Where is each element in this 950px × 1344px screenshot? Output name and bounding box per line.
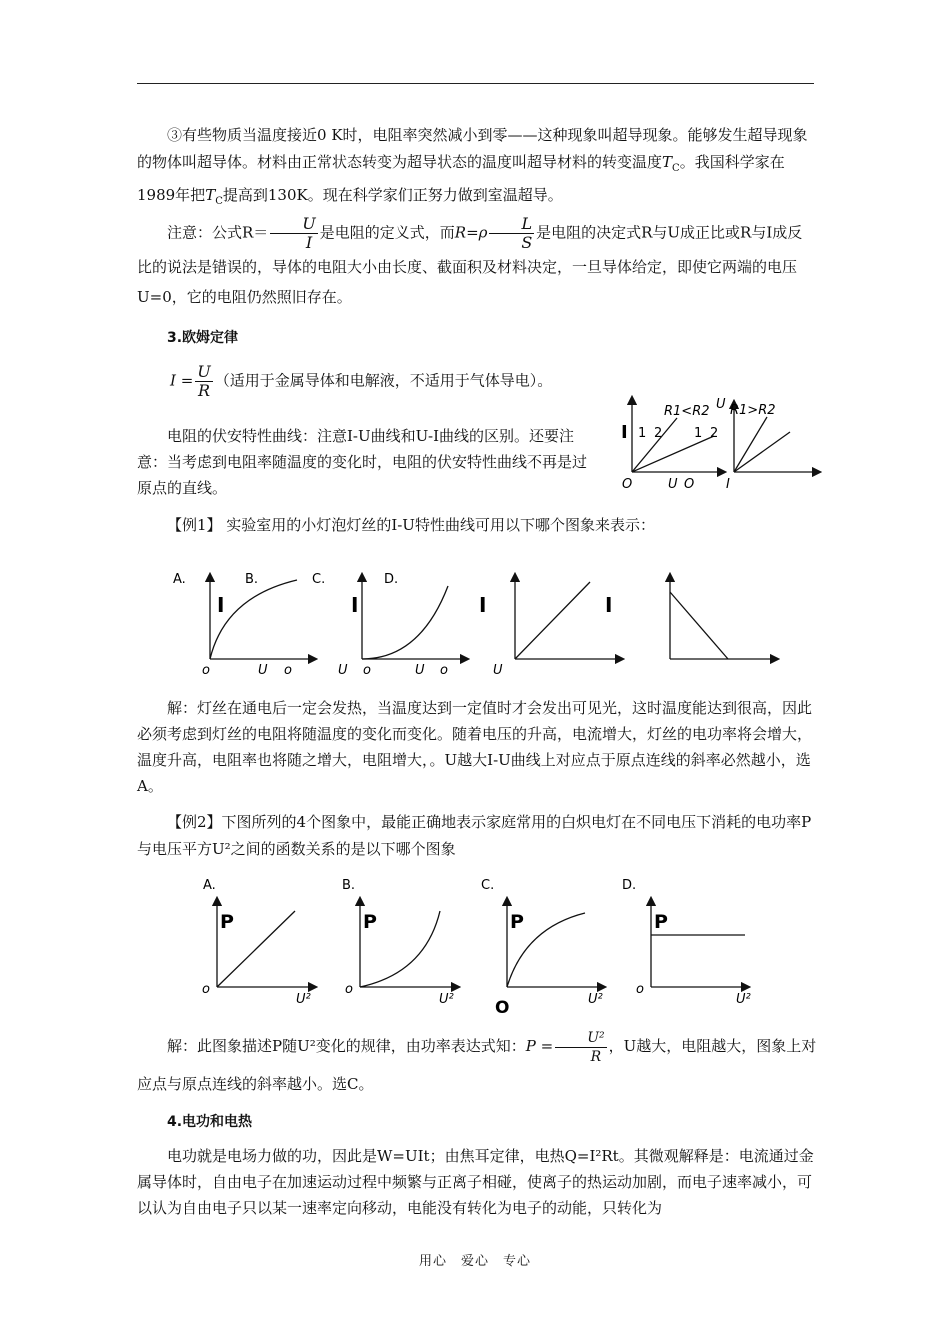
ex1-label-d: D. (384, 572, 399, 587)
ex2-c-p-label: P (510, 911, 524, 933)
ex2-d-origin: o (636, 982, 644, 997)
right-label-2: 2 (710, 426, 719, 441)
ex1-c-origin: o (363, 663, 371, 678)
right-origin: O (684, 477, 695, 492)
ex1-label-c: C. (312, 572, 326, 587)
right-axis-i-label: I (726, 477, 730, 492)
fraction-u-over-r: $\frac{U}{R}$ (197, 362, 211, 400)
ex1-a-curve (210, 580, 297, 659)
page-footer: 用心 爱心 专心 (418, 1254, 531, 1269)
ex2-c-origin: O (495, 998, 510, 1015)
ex1-label-a: A. (173, 572, 186, 587)
ex2-label-b: B. (342, 878, 356, 893)
ex2-a-u-label: U² (296, 992, 311, 1007)
ex2-c-u-label: U² (588, 992, 603, 1007)
ex1-c-u-label: U (415, 663, 425, 678)
solution-1: 解：灯丝在通电后一定会发热，当温度达到一定值时才会发出可见光，这时温度能达到很高，因此必须考虑到灯丝的电阻将随温度的变化而变化。随着电压的升高，电流增大，灯丝的电功率将会增大，温度升高，电阻率也将随之增大，电阻增大，。U越大I-U曲线上对应点于原点连线的斜率必然越小，选A。 (137, 699, 813, 795)
ex1-d-line (670, 592, 728, 659)
ex2-label-a: A. (203, 878, 216, 893)
fraction-u2-over-r: $\frac{\text{U²}}{R}$ (555, 1029, 606, 1066)
fraction-u-over-i: $\frac{U}{I}$ (270, 215, 317, 252)
left-title: R1<R2 (664, 404, 710, 419)
ex2-label-d: D. (622, 878, 637, 893)
iv-curve-paragraph: 电阻的伏安特性曲线：注意I-U曲线和U-I曲线的区别。还要注意：当考虑到电阻率随温度的变化时，电阻的伏安特性曲线不再是过原点的直线。 (137, 427, 588, 497)
ex2-b-origin: o (345, 982, 353, 997)
header-rule (137, 83, 814, 84)
ex2-a-p-label: P (220, 911, 234, 933)
left-axis-i-label: I (621, 422, 628, 443)
section-heading-work-heat: 4.电功和电热 (167, 1114, 253, 1130)
ex1-a-origin: o (202, 663, 210, 678)
right-line-1 (734, 417, 767, 472)
left-origin: O (622, 477, 633, 492)
ex2-a-origin: o (202, 982, 210, 997)
fraction-l-over-s: $\frac{L}{S}$ (489, 215, 534, 252)
example-1-figure (165, 562, 795, 680)
ex1-a-i-label: I (217, 593, 225, 617)
ohm-law-formula: I = $\frac{U}{R}$ （适用于金属导体和电解液，不适用于气体导电）。 (170, 362, 553, 400)
ex1-a-u-label: U (258, 663, 268, 678)
ex1-d-i-label: I (605, 593, 613, 617)
ex2-d-p-label: P (654, 911, 668, 933)
ex1-c-line (515, 582, 590, 659)
ex1-d-u-label: U (493, 663, 503, 678)
superconductor-paragraph: ③有些物质当温度接近0 K时，电阻率突然减小到零——这种现象叫超导现象。能够发生超导现象的物体叫超导体。材料由正常状态转变为超导状态的温度叫超导材料的转变温度$T_C$。我国科学家在1989年把$T_C$提高到130K。现在科学家们正努力做到室温超导。 (137, 126, 808, 207)
right-title: R1>R2 (730, 403, 776, 418)
example-2-figure (190, 873, 780, 1015)
left-label-1: 1 (638, 426, 647, 441)
ex2-b-p-label: P (363, 911, 377, 933)
solution-2: 解：此图象描述P随U²变化的规律，由功率表达式知：P = $\frac{\text{U²}}{R}$ ，U越大，电阻越大，图象上对应点与原点连线的斜率越小。选C。 (137, 1029, 817, 1093)
note-paragraph: 注意：公式R＝ $\frac{U}{I}$ 是电阻的定义式，而R=ρ $\frac{L}{S}$ 是电阻的决定式R与U成正比或R与I成反比的说法是错误的，导体的电阻大小由长度、截面积及材料决定，一旦导体给定，即使它两端的电压U=0，它的电阻仍然照旧存在。 (137, 214, 803, 306)
ex1-b-origin: o (284, 663, 292, 678)
right-line-2 (734, 432, 790, 472)
ex2-label-c: C. (481, 878, 495, 893)
ex1-label-b: B. (245, 572, 259, 587)
ex1-b-i-label: I (351, 593, 359, 617)
example-1-prompt: 【例1】 实验室用的小灯泡灯丝的I-U特性曲线可用以下哪个图象来表示： (167, 516, 655, 534)
electric-work-paragraph: 电功就是电场力做的功，因此是W=UIt；由焦耳定律，电热Q=I²Rt。其微观解释是：电流通过金属导体时，自由电子在加速运动过程中频繁与正离子相碰，使离子的热运动加剧，而电子速率减小，可以认为自由电子只以某一速率定向移动，电能没有转化为电子的动能，只转化为 (137, 1147, 814, 1217)
ex2-d-u-label: U² (736, 992, 751, 1007)
ex1-b-curve (362, 586, 448, 659)
section-heading-ohm: 3.欧姆定律 (167, 330, 239, 346)
resistance-comparison-figure (612, 392, 827, 492)
right-axis-u-label: U (716, 397, 726, 412)
ex1-b-u-label: U (338, 663, 348, 678)
ex1-d-origin: o (440, 663, 448, 678)
right-label-1: 1 (694, 426, 703, 441)
ex1-c-i-label: I (479, 593, 487, 617)
left-axis-u-label: U (668, 477, 678, 492)
ex2-b-u-label: U² (439, 992, 454, 1007)
example-2-prompt: 【例2】下图所列的4个图象中，最能正确地表示家庭常用的白炽电灯在不同电压下消耗的电功率P与电压平方U²之间的函数关系的是以下哪个图象 (137, 813, 812, 858)
left-line-2 (632, 436, 714, 472)
left-label-2: 2 (654, 426, 663, 441)
